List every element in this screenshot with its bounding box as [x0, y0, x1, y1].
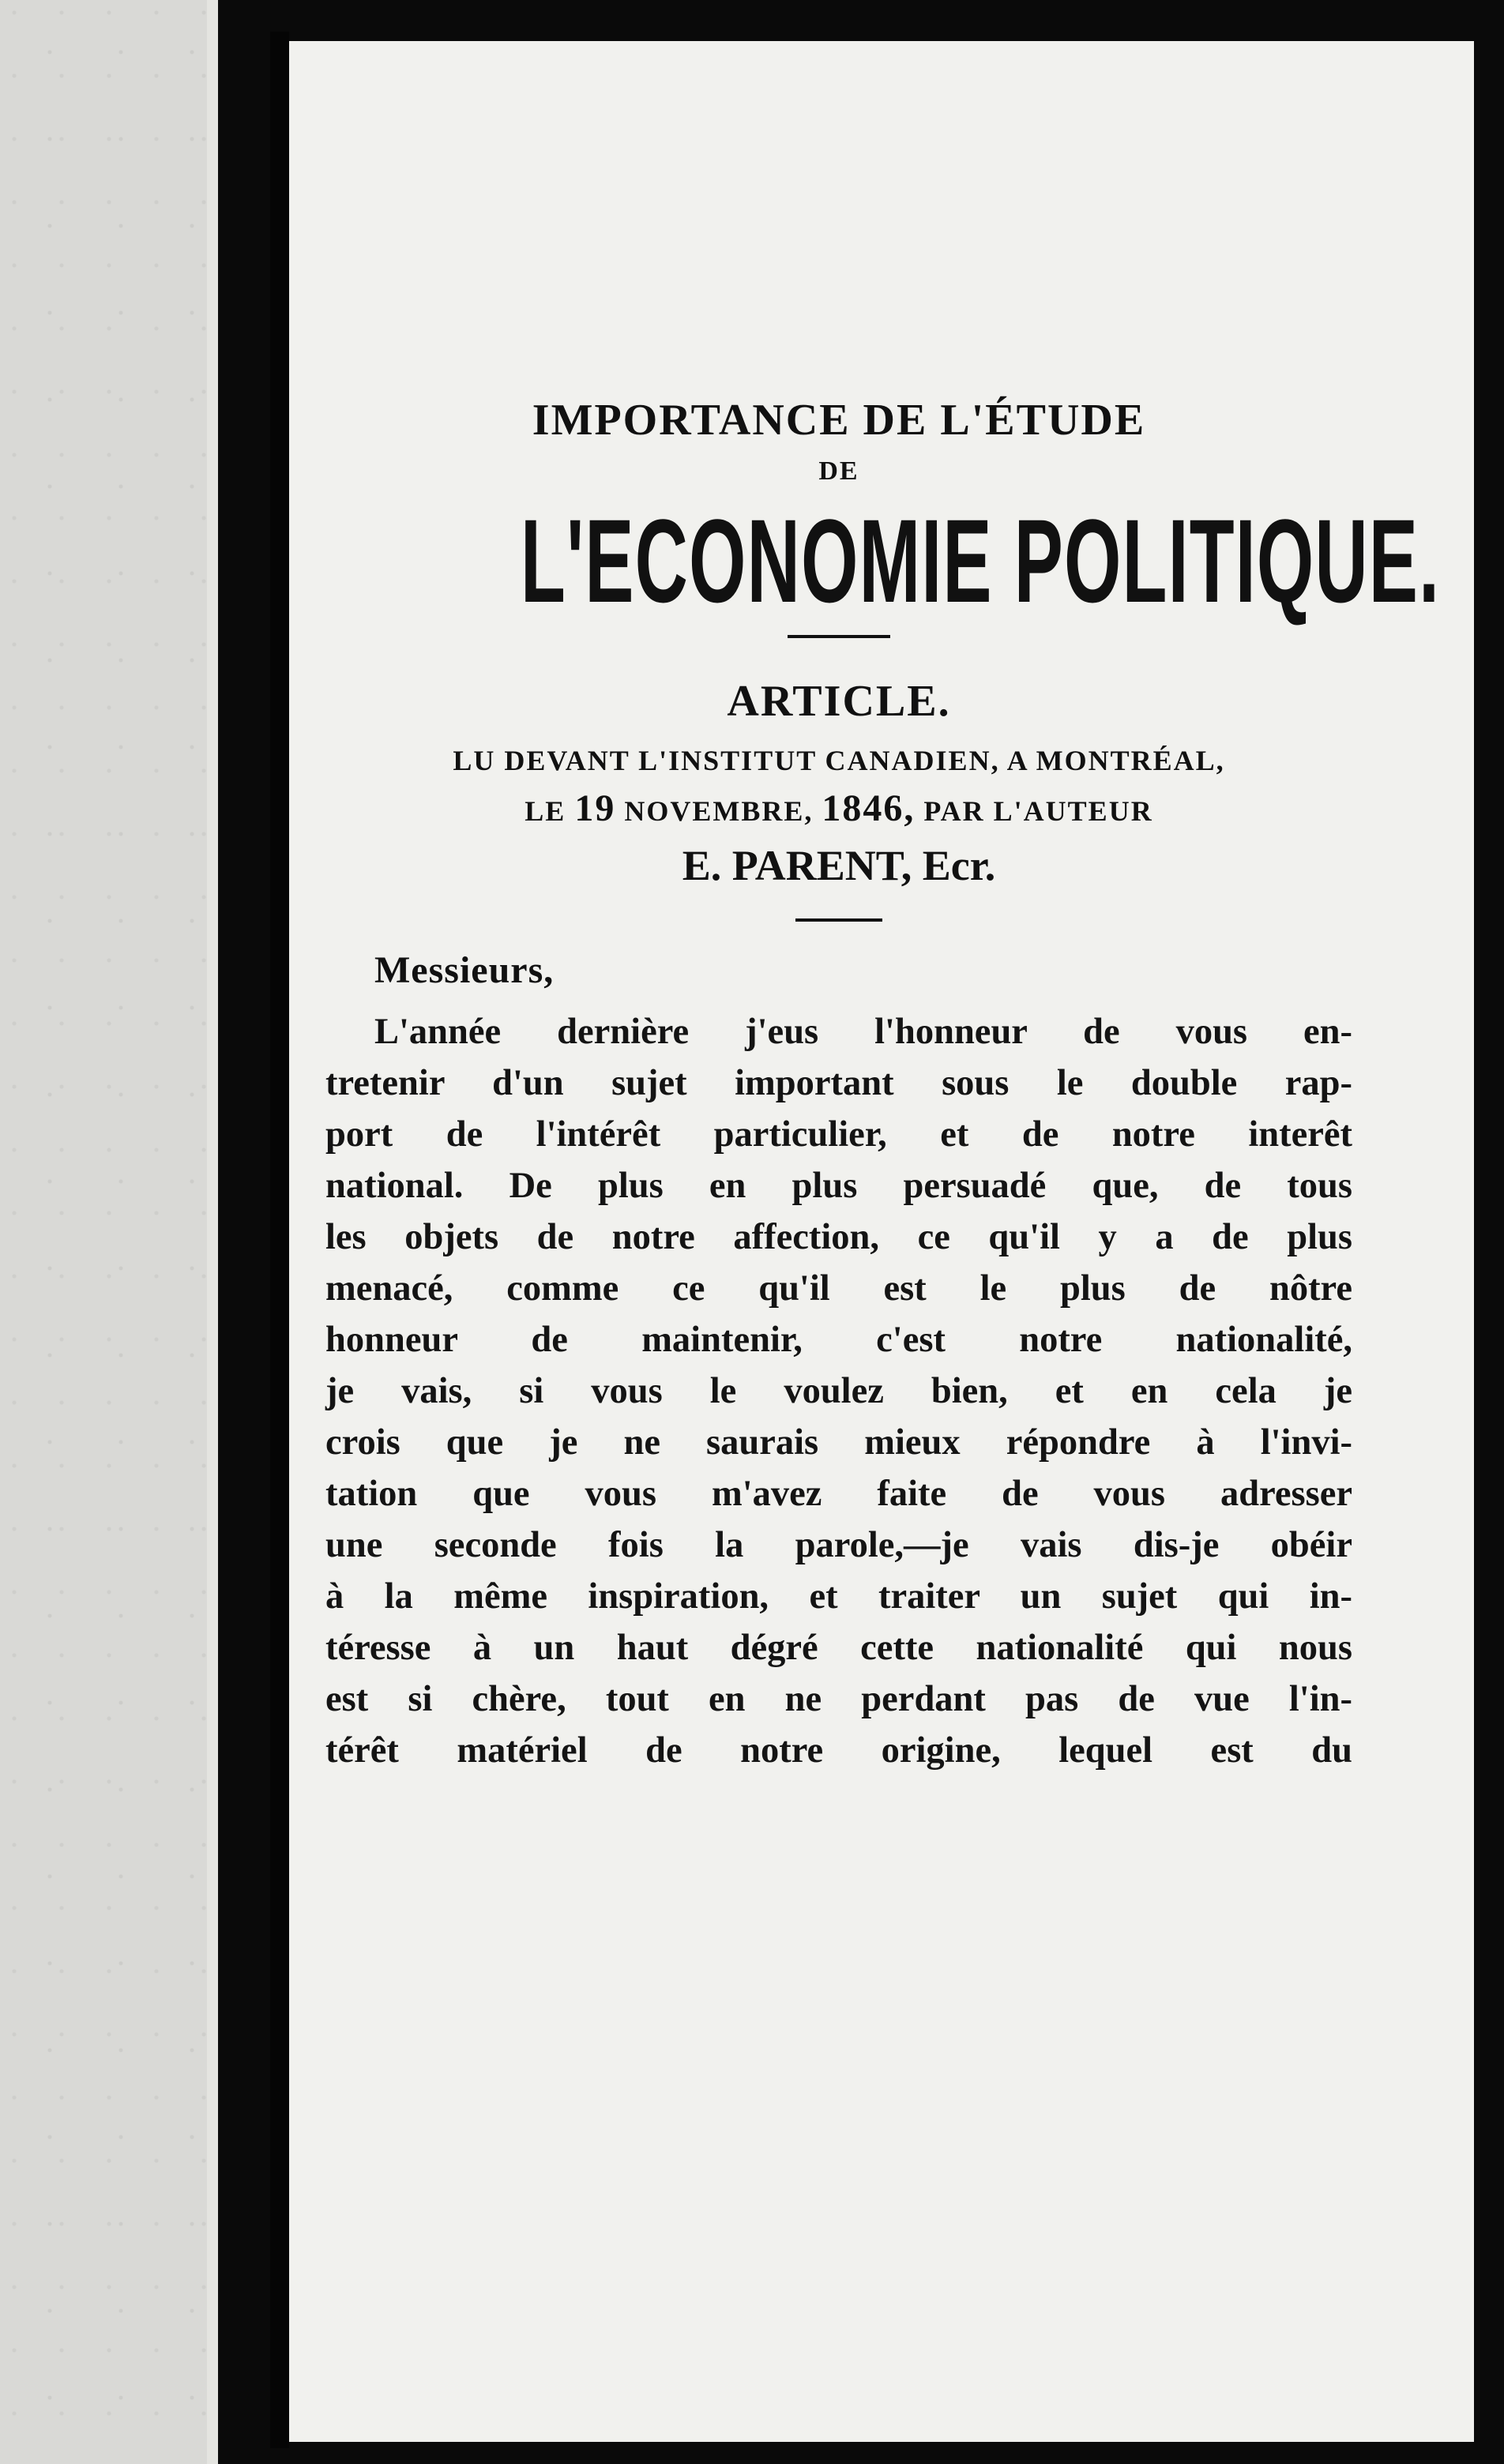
lecture-date: 19 — [574, 787, 616, 829]
body-line: les objets de notre affection, ce qu'il y a de plus — [325, 1217, 1352, 1257]
body-line: à la même inspiration, et traiter un sujet qui in- — [325, 1576, 1352, 1617]
body-line: téresse à un haut dégré cette nationalité qui nous — [325, 1628, 1352, 1668]
author-name: E. PARENT, Ecr. — [682, 842, 996, 889]
body-line: tation que vous m'avez faite de vous adresser — [325, 1474, 1352, 1514]
body-line: crois que je ne saurais mieux répondre à l'invi- — [325, 1422, 1352, 1463]
page-gutter — [207, 0, 218, 2464]
title-line-2: DE — [818, 456, 859, 486]
title-line-1: IMPORTANCE DE L'ÉTUDE — [532, 396, 1146, 445]
body-line: je vais, si vous le voulez bien, et en cela je — [325, 1371, 1352, 1411]
body-line: est si chère, tout en ne perdant pas de vue l'in- — [325, 1679, 1352, 1719]
body-line: une seconde fois la parole,—je vais dis-je obéir — [325, 1525, 1352, 1565]
main-title: L'ECONOMIE POLITIQUE. — [521, 494, 1441, 627]
body-line: national. De plus en plus persuadé que, de tous — [325, 1166, 1352, 1206]
lecture-month: NOVEMBRE, — [624, 795, 814, 827]
body-paragraph — [325, 1006, 1352, 1776]
lecture-line-1: LU DEVANT L'INSTITUT CANADIEN, A MONTRÉAL, — [453, 745, 1225, 776]
body-line: térêt matériel de notre origine, lequel est du — [325, 1730, 1352, 1771]
lecture-line-2 — [325, 787, 1352, 830]
book-spine — [270, 32, 289, 2448]
body-line: port de l'intérêt particulier, et de notre interêt — [325, 1114, 1352, 1155]
lecture-le: LE — [525, 795, 566, 827]
article-heading: ARTICLE. — [727, 677, 951, 726]
divider-rule — [788, 635, 890, 638]
facing-page — [0, 0, 207, 2464]
body-line: menacé, comme ce qu'il est le plus de nôtre — [325, 1268, 1352, 1309]
lecture-by-author: PAR L'AUTEUR — [923, 795, 1153, 827]
body-line: honneur de maintenir, c'est notre nationalité, — [325, 1320, 1352, 1360]
divider-rule-2 — [795, 918, 882, 922]
salutation: Messieurs, — [374, 949, 555, 991]
page-content — [325, 395, 1441, 1776]
lecture-year: 1846, — [822, 787, 916, 829]
body-line: tretenir d'un sujet important sous le double rap- — [325, 1063, 1352, 1103]
body-line: L'année dernière j'eus l'honneur de vous en- — [374, 1012, 1352, 1052]
